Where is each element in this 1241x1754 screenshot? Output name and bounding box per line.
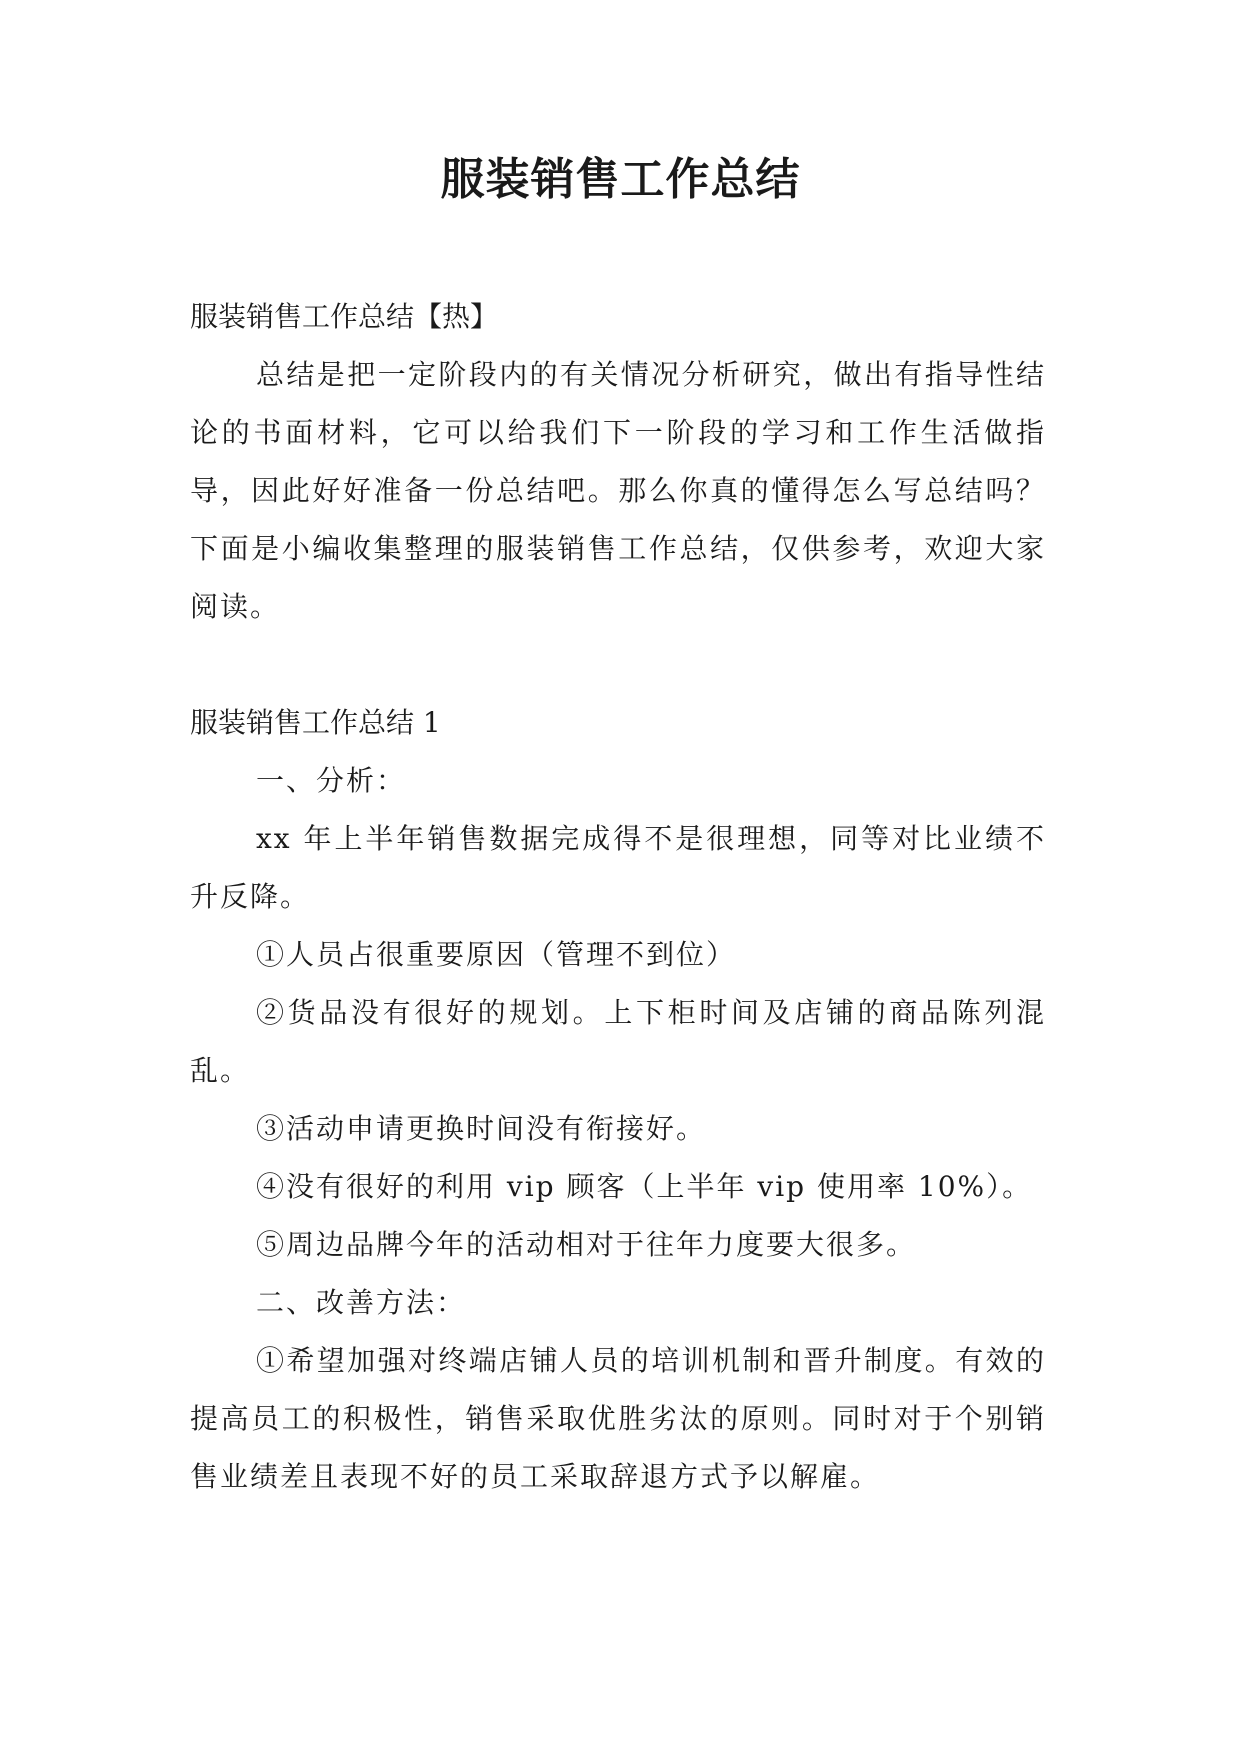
document-body — [190, 288, 1046, 1506]
reason-item-4: ④没有很好的利用 vip 顾客（上半年 vip 使用率 10%）。 — [256, 1170, 1033, 1203]
reason-item-3: ③活动申请更换时间没有衔接好。 — [256, 1112, 707, 1145]
reason-item-5: ⑤周边品牌今年的活动相对于往年力度要大很多。 — [256, 1228, 917, 1261]
improvement-heading: 二、改善方法： — [256, 1286, 467, 1319]
section-spacer — [190, 636, 1046, 694]
sales-summary-paragraph: xx 年上半年销售数据完成得不是很理想，同等对比业绩不升反降。 — [190, 822, 1046, 913]
intro-paragraph: 总结是把一定阶段内的有关情况分析研究，做出有指导性结论的书面材料，它可以给我们下一阶段的学习和工作生活做指导，因此好好准备一份总结吧。那么你真的懂得怎么写总结吗？下面是小编收集整理的服装销售工作总结，仅供参考，欢迎大家阅读。 — [190, 358, 1046, 623]
intro-heading: 服装销售工作总结【热】 — [190, 300, 499, 333]
document-title: 服装销售工作总结 — [440, 154, 801, 205]
reason-item-1: ①人员占很重要原因（管理不到位） — [256, 938, 737, 971]
analysis-heading: 一、分析： — [256, 764, 407, 797]
reason-item-2: ②货品没有很好的规划。上下柜时间及店铺的商品陈列混乱。 — [190, 996, 1046, 1087]
section-heading: 服装销售工作总结 1 — [190, 706, 441, 739]
improvement-item-1: ①希望加强对终端店铺人员的培训机制和晋升制度。有效的提高员工的积极性，销售采取优胜劣汰的原则。同时对于个别销售业绩差且表现不好的员工采取辞退方式予以解雇。 — [190, 1344, 1046, 1493]
